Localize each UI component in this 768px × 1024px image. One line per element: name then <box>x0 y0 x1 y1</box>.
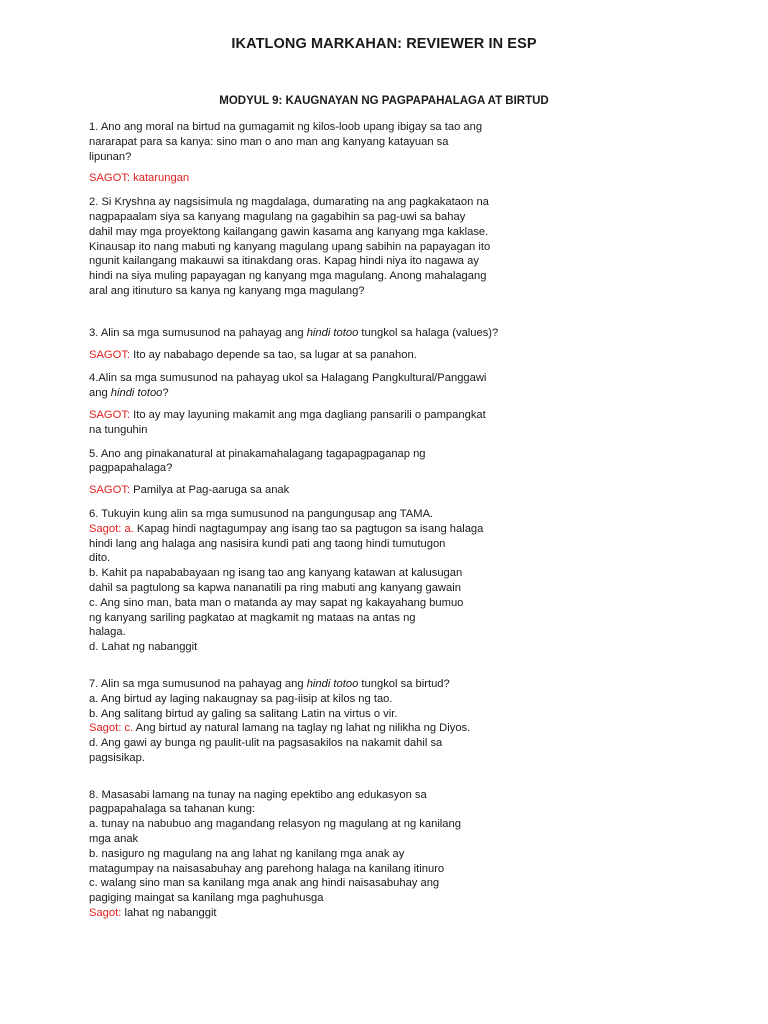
question-6 <box>89 507 559 655</box>
choice-a: dito. <box>89 552 111 565</box>
emphasis-text: hindi totoo <box>306 677 359 690</box>
answer-label: Sagot: c. <box>89 722 134 735</box>
choice-c: ng kanyang sariling pagkatao at magkamit ng mataas na antas ng <box>89 611 416 624</box>
choice-d: pagsisikap. <box>89 751 145 764</box>
question-text: 2. Si Kryshna ay nagsisimula ng magdalaga, dumarating na ang pagkakataon na <box>89 196 489 209</box>
question-2 <box>89 195 559 299</box>
question-text: Kinausap ito nang mabuti ng kanyang magulang upang sabihin na papayagan ito <box>89 240 491 253</box>
question-text: 8. Masasabi lamang na tunay na naging epektibo ang edukasyon sa <box>89 788 427 801</box>
question-text: dahil may mga proyektong kailangang gawin kasama ang kanyang mga kaklase. <box>89 225 489 238</box>
question-5 <box>89 447 559 477</box>
reviewer-content <box>89 120 559 921</box>
answer-4 <box>89 408 559 438</box>
question-8 <box>89 788 559 921</box>
answer-label: SAGOT: <box>89 348 131 361</box>
question-4 <box>89 371 559 401</box>
emphasis-text: hindi totoo <box>110 387 163 400</box>
question-text: 3. Alin sa mga sumusunod na pahayag ang <box>89 326 307 339</box>
choice-b: dahil sa pagtulong sa kapwa nananatili pa ring mabuti ang kanyang gawain <box>89 581 461 594</box>
emphasis-text: hindi totoo <box>306 326 359 339</box>
choice-c: c. Ang sino man, bata man o matanda ay may sapat ng kakayahang bumuo <box>89 596 464 609</box>
question-text: tungkol sa birtud? <box>358 677 450 690</box>
document-title: IKATLONG MARKAHAN: REVIEWER IN ESP <box>231 36 537 52</box>
question-text: ang <box>89 387 111 400</box>
choice-d: d. Ang gawi ay bunga ng paulit-ulit na pagsasakilos na nakamit dahil sa <box>89 737 443 750</box>
choice-c: Ang birtud ay natural lamang na taglay ng lahat ng nilikha ng Diyos. <box>133 722 471 735</box>
answer-label: SAGOT: <box>89 408 131 421</box>
answer-text: Ito ay nababago depende sa tao, sa lugar at sa panahon. <box>130 348 417 361</box>
choice-b: b. Ang salitang birtud ay galing sa salitang Latin na virtus o vir. <box>89 707 398 720</box>
question-text: aral ang itinuturo sa kanya ng kanyang mga magulang? <box>89 284 365 297</box>
question-text: nararapat para sa kanya: sino man o ano man ang kanyang katayuan sa <box>89 135 449 148</box>
choice-b: b. nasiguro ng magulang na ang lahat ng kanilang mga anak ay <box>89 847 405 860</box>
choice-b: b. Kahit pa napababayaan ng isang tao ang kanyang katawan at kalusugan <box>89 567 463 580</box>
question-text: pagpapahalaga sa tahanan kung: <box>89 803 256 816</box>
question-1 <box>89 120 559 164</box>
question-text: lipunan? <box>89 150 132 163</box>
answer-1: SAGOT: katarungan <box>89 172 190 185</box>
question-text: 4.Alin sa mga sumusunod na pahayag ukol sa Halagang Pangkultural/Panggawi <box>89 372 487 385</box>
answer-label: Sagot: a. <box>89 522 134 535</box>
choice-c: pagiging maingat sa kanilang mga paghuhusga <box>89 892 324 905</box>
question-3 <box>89 326 559 341</box>
choice-c: c. walang sino man sa kanilang mga anak ang hindi naisasabuhay ang <box>89 877 440 890</box>
question-text: 1. Ano ang moral na birtud na gumagamit ng kilos-loob upang ibigay sa tao ang <box>89 121 483 133</box>
question-text: pagpapahalaga? <box>89 462 173 475</box>
answer-3 <box>89 348 559 363</box>
question-text: 7. Alin sa mga sumusunod na pahayag ang <box>89 677 307 690</box>
choice-d: d. Lahat ng nabanggit <box>89 641 198 654</box>
question-text: ngunit kailangang makauwi sa itinakdang oras. Kapag hindi niya ito nagawa ay <box>89 255 479 268</box>
choice-a: Kapag hindi nagtagumpay ang isang tao sa pagtugon sa isang halaga <box>133 522 484 535</box>
question-text: tungkol sa halaga (values)? <box>358 326 499 339</box>
question-text: 6. Tukuyin kung alin sa mga sumusunod na pangungusap ang TAMA. <box>89 507 434 520</box>
module-heading: MODYUL 9: KAUGNAYAN NG PAGPAPAHALAGA AT BIRTUD <box>219 95 549 107</box>
question-text: hindi na siya muling papayagan ng kanyang mga magulang. Anong mahalagang <box>89 270 487 283</box>
answer-text: Ito ay may layuning makamit ang mga dagliang pansarili o pampangkat <box>130 408 486 421</box>
question-7 <box>89 677 559 766</box>
answer-text: na tunguhin <box>89 423 148 436</box>
choice-c: halaga. <box>89 626 126 639</box>
answer-label: SAGOT: <box>89 484 131 497</box>
question-text: nagpapaalam siya sa kanyang magulang na gagabihin sa pag-uwi sa bahay <box>89 210 466 223</box>
answer-text: Pamilya at Pag-aaruga sa anak <box>130 484 290 497</box>
choice-a: mga anak <box>89 833 139 846</box>
answer-text: lahat ng nabanggit <box>121 907 217 920</box>
choice-a: a. Ang birtud ay laging nakaugnay sa pag-iisip at kilos ng tao. <box>89 692 393 705</box>
choice-a: a. tunay na nabubuo ang magandang relasyon ng magulang at ng kanilang <box>89 818 461 831</box>
choice-a: hindi lang ang halaga ang nasisira kundi pati ang taong hindi tumutugon <box>89 537 446 550</box>
question-text: ? <box>162 387 169 400</box>
choice-b: matagumpay na naisasabuhay ang parehong halaga na kanilang itinuro <box>89 862 445 875</box>
answer-5 <box>89 483 559 498</box>
question-text: 5. Ano ang pinakanatural at pinakamahalagang tagapagpaganap ng <box>89 447 426 460</box>
answer-label: Sagot: <box>89 907 122 920</box>
